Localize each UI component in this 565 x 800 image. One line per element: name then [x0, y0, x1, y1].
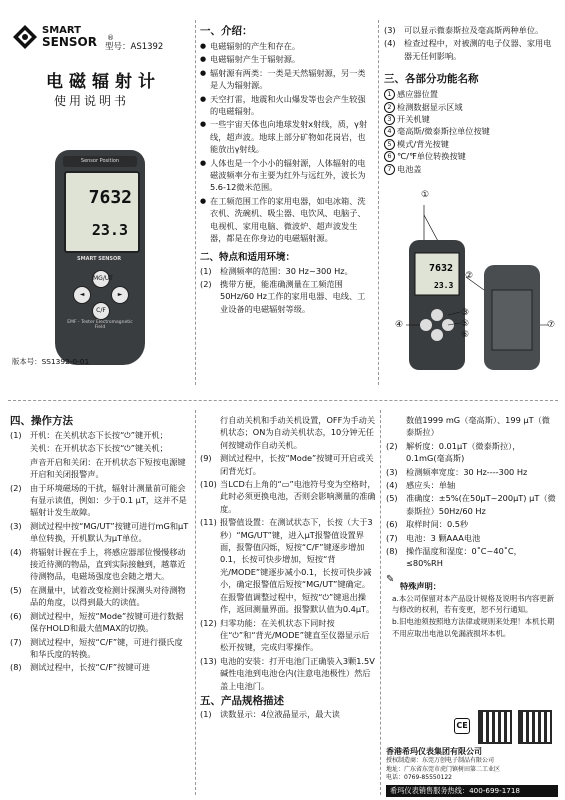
features-list-cont — [384, 24, 556, 62]
list-item: (3) 可以显示微泰斯拉及毫高斯两种单位。 — [384, 25, 544, 35]
parts-list — [384, 88, 556, 175]
notice-header: ✎ 特殊声明： — [386, 573, 441, 591]
meter-button-down: C/F — [92, 302, 110, 320]
section-title-specs: 五、产品规格描述 — [200, 694, 284, 707]
brand-logo — [12, 22, 112, 52]
svg-text:7632: 7632 — [429, 263, 454, 274]
features-list — [200, 265, 372, 316]
meter-button-left: ◄ — [73, 286, 91, 304]
list-item: (2) 解析度：0.01μT（微泰斯拉），0.1mG(毫高斯) — [386, 440, 521, 464]
list-item: ● 辐射源有两类：一类是天然辐射源，另一类是人为辐射源。 — [200, 67, 372, 92]
list-item: 行自动关机和手动关机设置，OFF为手动关机状态；ON为自动关机状态，10分钟无任何按键动作自动关机。 — [220, 415, 376, 450]
divider — [378, 20, 379, 385]
lcd-reading-temp: 23.3 — [91, 221, 128, 239]
list-item: 7 电池盖 — [384, 163, 556, 175]
list-item: (7) 测试过程中，短按“C/F”键，可进行摄氏度和华氏度的转换。 — [10, 636, 183, 659]
callout-2: ② — [465, 271, 474, 281]
cert-badge-icon — [478, 710, 512, 744]
list-item: b.旧电池须按照地方法律或规则来处理！本机长期不用应取出电池以免漏液损坏本机。 — [392, 617, 555, 638]
callout-4: ④ — [395, 320, 404, 330]
meter-illustration — [55, 150, 145, 365]
divider — [380, 410, 381, 795]
specs-list-cont — [386, 414, 558, 570]
list-item: ● 电磁辐射的产生和存在。 — [200, 40, 372, 52]
section-title-features: 二、特点和适用环境： — [200, 251, 296, 263]
lcd-display — [64, 171, 140, 253]
list-item: (2) 携带方便，能准确测量在工频范围50Hz/60 Hz工作的家用电器、电线、工业设备的电磁辐射等级。 — [200, 278, 366, 314]
lcd-reading-field: 7632 — [88, 187, 132, 208]
divider — [195, 410, 196, 795]
list-item: (9) 测试过程中，长按“Mode”按键可开启或关闭背光灯。 — [200, 453, 374, 476]
logo-mark-icon — [12, 24, 38, 50]
meter-button-right: ► — [111, 286, 129, 304]
company-phone: 电话：0769-85550122 — [386, 774, 452, 781]
list-item: (6) 测试过程中，短按“Mode”按键可进行数据保存HOLD和最大值MAX的切换。 — [10, 610, 184, 634]
callout-6: ⑥ — [461, 330, 470, 340]
list-item: (2) 由于环境磁场的干扰，辐射计测量前可能会有显示读值，例如：少于0.1 μT，这并不是辐射计发生故障。 — [10, 482, 187, 518]
list-item: ● 在工频范围工作的家用电器，如电冰箱、洗衣机、洗碗机、吸尘器、电饮风、电脑子、电视机、家用电脑、微波炉、超声波发生器，都是在你身边的电磁辐射源。 — [200, 195, 372, 245]
notice-icon: ✎ — [386, 573, 395, 585]
section-title-intro: 一、介绍： — [200, 25, 253, 37]
list-item: (3) 检测频率宽度：30 Hz----300 Hz — [386, 466, 528, 477]
list-item: (12) 归零功能：在关机状态下同时按住“⏻”和“背光/MODE”键直至仪器显示后松开按键，完成归零操作。 — [200, 617, 370, 653]
doc-subtitle: 使用说明书 — [54, 94, 130, 108]
list-item: (1) 检测频率的范围：30 Hz~300 Hz。 — [200, 265, 353, 276]
notice-list — [386, 593, 558, 639]
list-item: (5) 准确度：±5%(在50μT~200μT) μT（微泰斯拉）50Hz/60 Hz — [386, 493, 556, 516]
page-divider — [8, 400, 558, 401]
company-name: 香港希玛仪表集团有限公司 — [386, 747, 482, 756]
list-item: (10) 当LCD右上角的“▭”电池符号变为空格时，此时必须更换电池，否则会影响测量的准确度。 — [200, 479, 376, 514]
company-manufacturer: 授权制造商：东莞万创电子制品有限公司 — [386, 757, 495, 764]
list-item: 2 检测数据显示区域 — [384, 101, 556, 113]
svg-text:23.3: 23.3 — [434, 281, 454, 290]
intro-list — [200, 40, 372, 245]
list-item: 6 ℃/℉单位转换按键 — [384, 150, 556, 162]
model-label: 型号：AS1392 — [105, 42, 164, 52]
list-item: (11) 报警值设置：在测试状态下，长按（大于3秒）“MG/UT”键，进入μT报警值设置界面，报警值闪烁，短按“C/F”键逐步增加0.1，长按可快步增加，短按“背光/MODE”键逐步减小0.1，长按可快步减小，确定报警值后短按“MG/UT”键确定。在报警值调整过程中，短按“⏻”键退出操作，返回测量界面。报警默认值为0.4μT。 — [200, 517, 375, 615]
divider — [195, 20, 196, 385]
list-item: 1 感应器位置 — [384, 88, 556, 100]
list-item: ● 一些宇宙天体也向地球发射x射线，质，γ射线，超声波。地球上部分矿物如花岗岩，也能放出γ射线。 — [200, 118, 372, 155]
operation-list-cont — [200, 414, 376, 692]
list-item: 数值1999 mG（毫高斯）、199 μT（微泰斯拉） — [406, 415, 550, 438]
section-title-parts: 三、各部分功能名称 — [384, 73, 479, 86]
ce-mark-icon: CE — [454, 718, 470, 734]
list-item: (5) 在测量中，试着改变检测计探测头对待测物品的角度，以得到最大的读值。 — [10, 584, 186, 608]
list-item: (6) 取样时间：0.5秒 — [386, 519, 469, 530]
list-item: a.本公司保留对本产品设计规格及说明书内容更新与修改的权利，若有变更，恕不另行通知。 — [392, 593, 555, 615]
list-item: ● 人体也是一个小小的辐射源，人体辐射的电磁波频率分布主要为红外与远红外，波长为5.6-12微米范围。 — [200, 157, 372, 194]
list-item: 5 模式/背光按键 — [384, 138, 556, 150]
specs-list — [200, 708, 376, 720]
list-item: (13) 电池的安装：打开电池门正确装入3颗1.5V碱性电池到电池仓内(注意电池极性）然后盖上电池门。 — [200, 655, 375, 691]
list-item: 3 开关机键 — [384, 113, 556, 125]
list-item: 声音开启和关闭：在开机状态下短按电源键开启和关闭报警声。 — [30, 456, 186, 480]
version-label: 版本号：SS1392-0-01 — [12, 357, 90, 366]
sensor-position-band: Sensor Position — [63, 156, 137, 167]
brand-registered: ® — [107, 34, 114, 42]
brand-line2: SENSOR — [42, 35, 97, 49]
doc-title: 电磁辐射计 — [46, 72, 161, 92]
list-item: ● 电磁辐射产生于辐射源。 — [200, 53, 372, 65]
company-address: 地址：广东省东莞市虎门镇树田第二工业区 — [386, 765, 501, 773]
callout-3: ③ — [461, 308, 470, 318]
meter-brand: SMART SENSOR — [77, 256, 122, 262]
list-item: ● 天空打雷，地震和火山爆发等也会产生较强的电磁辐射。 — [200, 93, 372, 118]
list-item: (8) 操作温度和湿度：0˚C~40˚C，≤80%RH — [386, 546, 522, 569]
callout-7: ⑦ — [547, 320, 556, 330]
list-item: (8) 测试过程中，长按“C/F”按键可进 — [10, 662, 150, 673]
operation-list — [10, 429, 190, 674]
list-item: (7) 电池：3 颗AAA电池 — [386, 532, 481, 543]
list-item: (1) 读数显示：4位液晶显示，最大读 — [200, 708, 340, 719]
meter-footer-text: EMF - Tester Electromagnetic Field — [67, 320, 133, 330]
brand-line1: SMART — [42, 25, 81, 36]
list-item: 关机：在开机状态下长按“⏻”键关机； — [30, 443, 168, 454]
list-item: (4) 将辐射计握在手上，将感应器部位慢慢移动接近待测的物品，直到实际接触到，越靠近待测物品，电磁场强度也会随之增大。 — [10, 546, 186, 582]
list-item: (1) 开机：在关机状态下长按“⏻”键开机； — [10, 430, 168, 440]
list-item: (3) 测试过程中按“MG/UT”按键可进行mG和μT单位转换，开机默认为μT单位。 — [10, 520, 189, 544]
service-hotline: 希玛仪表销售服务热线：400-699-1718 — [386, 785, 558, 797]
qr-code-icon — [518, 710, 552, 744]
meter-button-up: MG/UT — [92, 270, 110, 288]
parts-diagram — [384, 195, 556, 380]
section-title-operation: 四、操作方法 — [10, 415, 73, 427]
list-item: (4) 感应头：单轴 — [386, 480, 456, 491]
list-item: (4) 检查过程中，对被测的电子仪器、家用电器无任何影响。 — [384, 38, 552, 61]
callout-5: ⑤ — [461, 319, 470, 329]
callout-1: ① — [421, 190, 430, 200]
list-item: 4 毫高斯/微泰斯拉单位按键 — [384, 125, 556, 137]
